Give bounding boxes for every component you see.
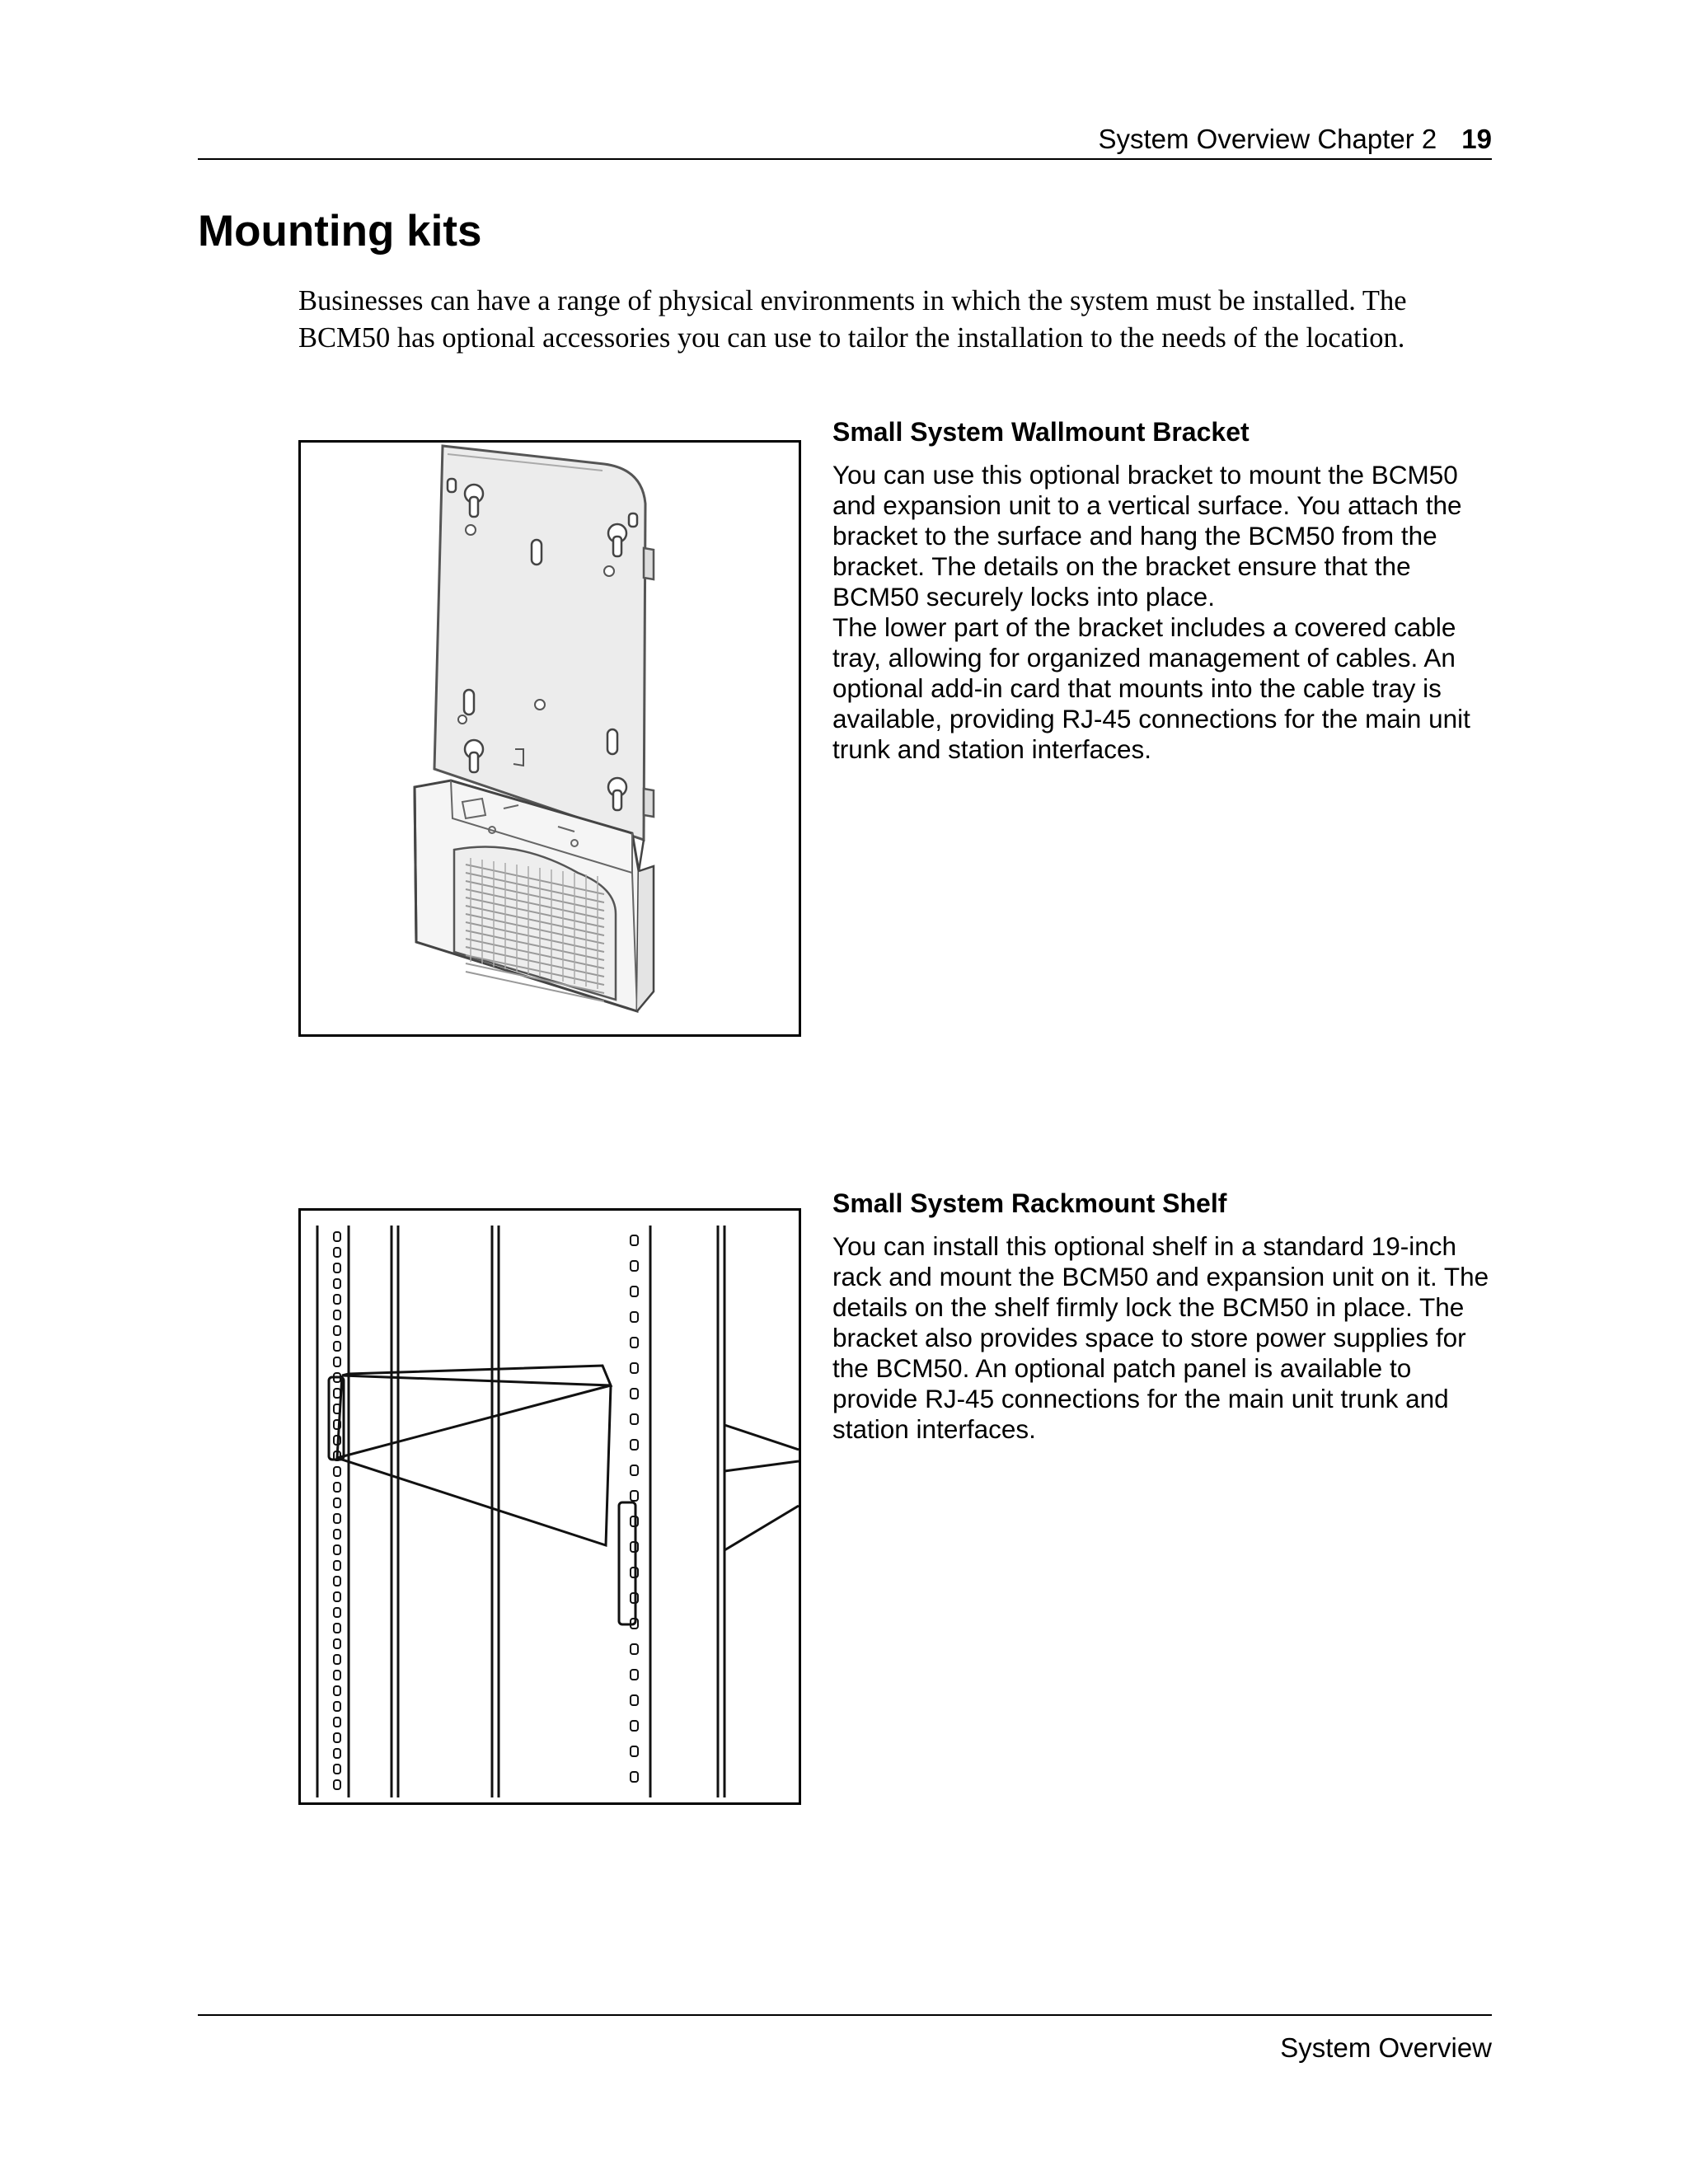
- wallmount-section: [832, 415, 1492, 765]
- page-number: 19: [1461, 124, 1492, 154]
- page-header: [198, 119, 1492, 160]
- footer-label: System Overview: [1280, 2032, 1492, 2063]
- wallmount-bracket-illustration: [301, 443, 799, 1034]
- wallmount-paragraph-1: You can use this optional bracket to mount the BCM50 and expansion unit to a vertical surface. You attach the bracket to the surface and hang the BCM50 from the bracket. The details on the bracket ensure that the BCM50 securely locks into place.: [832, 460, 1462, 612]
- section-title: Mounting kits: [198, 207, 482, 255]
- page-footer: [198, 2014, 1492, 2063]
- header-text: [1098, 124, 1492, 155]
- rack-rail-holes: [334, 1232, 638, 1789]
- rackmount-paragraph-1: You can install this optional shelf in a standard 19-inch rack and mount the BCM50 and expansion unit on it. The details on the shelf firmly lock the BCM50 in place. The bracket also provides space to store power supplies for the BCM50. An optional patch panel is available to provide RJ-45 connections for the main unit trunk and station interfaces.: [832, 1231, 1489, 1444]
- rackmount-shelf-illustration: [301, 1211, 799, 1802]
- intro-paragraph: Businesses can have a range of physical environments in which the system must be installed. The BCM50 has optional accessories you can use to tailor the installation to the needs of the location.: [298, 285, 1407, 354]
- wallmount-paragraph-2: The lower part of the bracket includes a covered cable tray, allowing for organized management of cables. An optional add-in card that mounts into the cable tray is available, providing RJ-45 connections for the main unit trunk and station interfaces.: [832, 612, 1470, 764]
- rackmount-shelf-figure: [298, 1208, 801, 1805]
- wallmount-bracket-figure: [298, 440, 801, 1037]
- rackmount-heading: Small System Rackmount Shelf: [832, 1188, 1227, 1218]
- wallmount-heading: Small System Wallmount Bracket: [832, 417, 1250, 447]
- rackmount-section: [832, 1187, 1492, 1445]
- chapter-label: System Overview Chapter 2: [1098, 124, 1437, 154]
